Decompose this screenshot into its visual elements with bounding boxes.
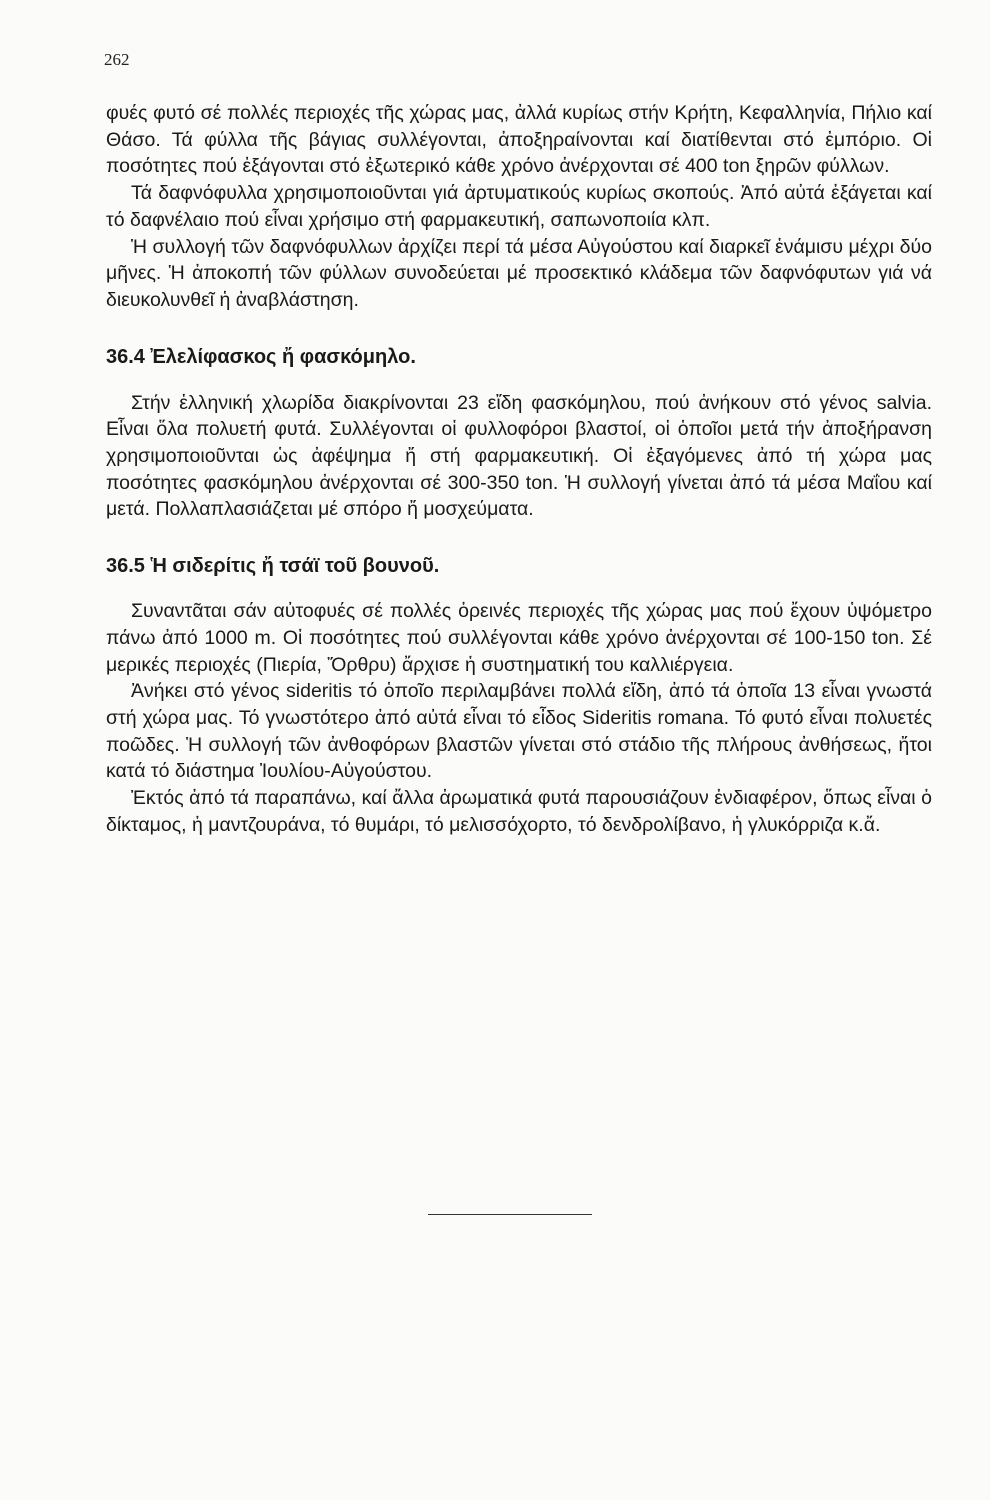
section-36-5-paragraph-3: Ἐκτός ἀπό τά παραπάνω, καί ἄλλα ἀρωματικά φυτά παρουσιάζουν ἐνδιαφέρον, ὅπως εἶναι ὁ δίκταμος, ἡ μαντζουράνα, τό θυμάρι, τό μελισσόχορτο, τό δενδρολίβανο, ἡ γλυκόρριζα κ.ἄ. [106, 787, 932, 836]
section-36-4-paragraph: Στήν ἑλληνική χλωρίδα διακρίνονται 23 εἴδη φασκόμηλου, πού ἀνήκουν στό γένος salvia. Εἶναι ὅλα πολυετή φυτά. Συλλέγονται οἱ φυλλοφόροι βλαστοί, οἱ ὁποῖοι μετά τήν ἀποξήρανση χρησιμοποιοῦνται ὡς ἀφέψημα ἤ στή φαρμακευτική. Οἱ ἐξαγόμενες ἀπό τή χώρα μας ποσότητες φασκόμηλου ἀνέρχονται σέ 300-350 ton. Ἡ συλλογή γίνεται ἀπό τά μέσα Μαΐου καί μετά. Πολλαπλασιάζεται μέ σπόρο ἤ μοσχεύματα. [106, 391, 932, 521]
page-body [106, 100, 932, 838]
end-of-section-rule [428, 1214, 592, 1215]
intro-paragraph-1: φυές φυτό σέ πολλές περιοχές τῆς χώρας μας, ἀλλά κυρίως στήν Κρήτη, Κεφαλληνία, Πήλιο καί Θάσο. Τά φύλλα τῆς βάγιας συλλέγονται, ἀποξηραίνονται καί διατίθενται στό ἐμπόριο. Οἱ ποσότητες πού ἐξάγονται στό ἐξωτερικό κάθε χρόνο ἀνέρχονται σέ 400 ton ξηρῶν φύλλων. [106, 102, 932, 178]
section-36-5-paragraph-2: Ἀνήκει στό γένος sideritis τό ὁποῖο περιλαμβάνει πολλά εἴδη, ἀπό τά ὁποῖα 13 εἶναι γνωστά στή χώρα μας. Τό γνωστότερο ἀπό αὐτά εἶναι τό εἶδος Sideritis romana. Τό φυτό εἶναι πολυετές ποῶδες. Ἡ συλλογή τῶν ἀνθοφόρων βλαστῶν γίνεται στό στάδιο τῆς πλήρους ἀνθήσεως, ἤτοι κατά τό διάστημα Ἰουλίου-Αὐγούστου. [106, 680, 932, 783]
section-36-5-heading: 36.5 Ἡ σιδερίτις ἤ τσάϊ τοῦ βουνοῦ. [106, 555, 440, 578]
section-36-5-paragraph-1: Συναντᾶται σάν αὐτοφυές σέ πολλές ὀρεινές περιοχές τῆς χώρας μας πού ἔχουν ὑψόμετρο πάνω ἀπό 1000 m. Οἱ ποσότητες πού συλλέγονται κάθε χρόνο ἀνέρχονται σέ 100-150 ton. Σέ μερικές περιοχές (Πιερία, Ὄρθρυ) ἄρχισε ἡ συστηματική του καλλιέργεια. [106, 600, 932, 676]
intro-paragraph-2: Τά δαφνόφυλλα χρησιμοποιοῦνται γιά ἀρτυματικούς κυρίως σκοπούς. Ἀπό αὐτά ἐξάγεται καί τό δαφνέλαιο πού εἶναι χρήσιμο στή φαρμακευτική, σαπωνοποιία κλπ. [106, 182, 932, 231]
section-36-4-heading: 36.4 Ἐλελίφασκος ἤ φασκόμηλο. [106, 345, 416, 368]
page-number: 262 [104, 50, 130, 69]
intro-paragraph-3: Ἡ συλλογή τῶν δαφνόφυλλων ἀρχίζει περί τά μέσα Αὐγούστου καί διαρκεῖ ἑνάμισυ μέχρι δύο μῆνες. Ἡ ἀποκοπή τῶν φύλλων συνοδεύεται μέ προσεκτικό κλάδεμα τῶν δαφνόφυτων γιά νά διευκολυνθεῖ ἡ ἀναβλάστηση. [106, 235, 932, 311]
